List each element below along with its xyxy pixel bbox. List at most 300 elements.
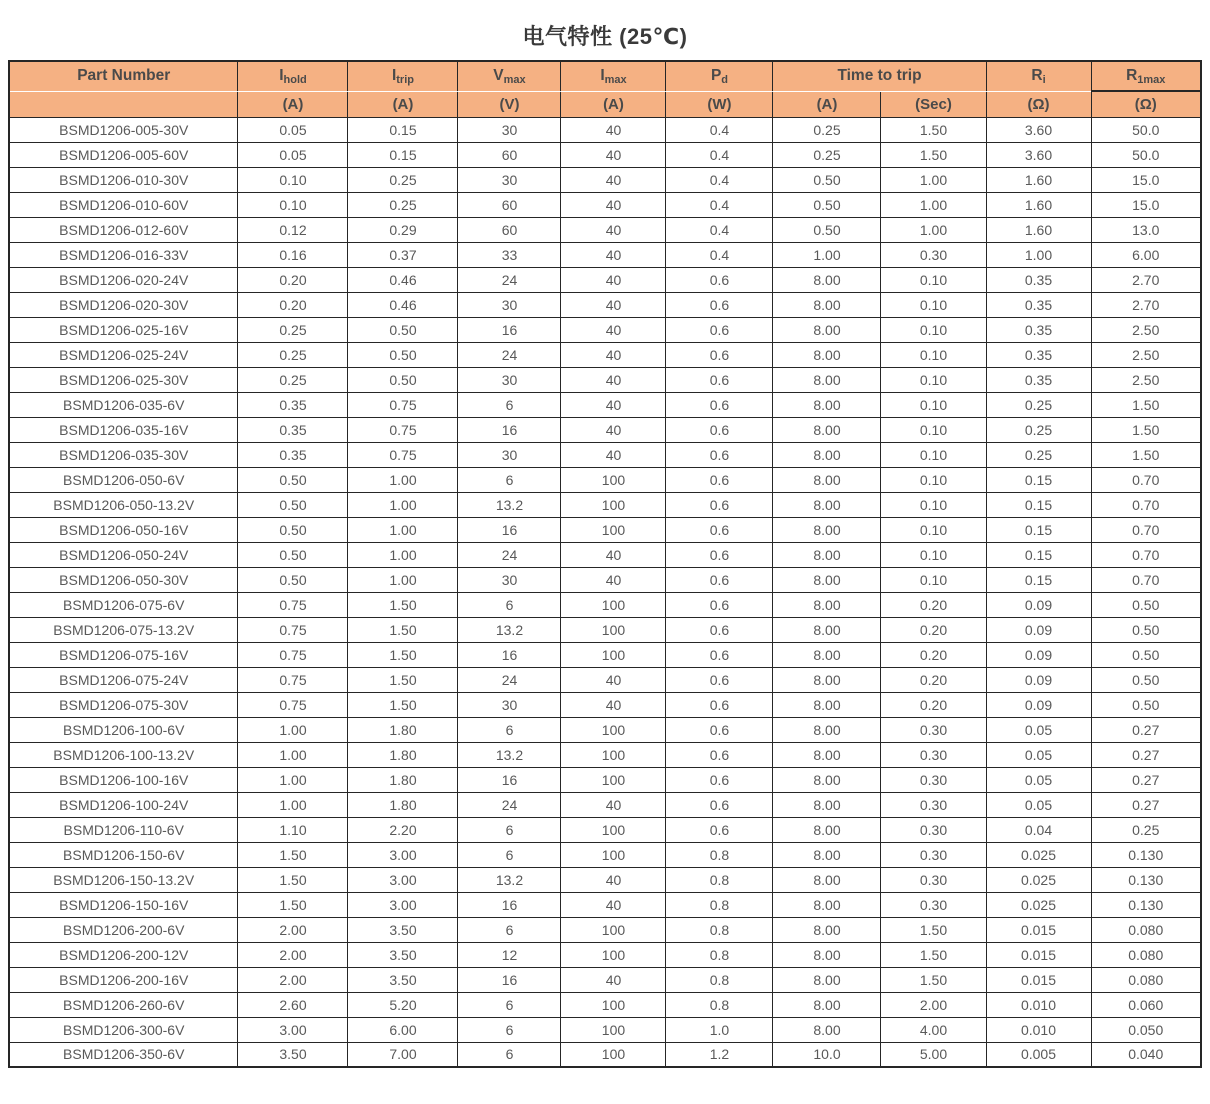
value-cell: 0.25 (773, 142, 881, 167)
value-cell: 0.25 (986, 442, 1091, 467)
value-cell: 1.00 (238, 742, 348, 767)
col-header-itrip: $I_{trip}$ (348, 61, 458, 91)
value-cell: 1.50 (881, 117, 986, 142)
value-cell: 8.00 (773, 292, 881, 317)
value-cell: 13.2 (458, 492, 561, 517)
table-row (9, 592, 1201, 617)
value-cell: 8.00 (773, 617, 881, 642)
value-cell: 0.8 (666, 942, 773, 967)
value-cell: 0.6 (666, 467, 773, 492)
value-cell: 2.70 (1091, 267, 1201, 292)
value-cell: 2.50 (1091, 317, 1201, 342)
value-cell: 0.70 (1091, 492, 1201, 517)
part-number-cell: BSMD1206-100-16V (9, 767, 238, 792)
value-cell: 30 (458, 367, 561, 392)
value-cell: 0.46 (348, 267, 458, 292)
value-cell: 30 (458, 117, 561, 142)
value-cell: 0.09 (986, 667, 1091, 692)
value-cell: 40 (561, 167, 666, 192)
value-cell: 0.6 (666, 567, 773, 592)
value-cell: 5.00 (881, 1042, 986, 1067)
value-cell: 0.10 (881, 267, 986, 292)
table-row (9, 742, 1201, 767)
value-cell: 1.00 (238, 767, 348, 792)
unit-pd: (W) (666, 91, 773, 117)
value-cell: 1.00 (881, 167, 986, 192)
value-cell: 0.25 (238, 317, 348, 342)
value-cell: 0.35 (238, 417, 348, 442)
value-cell: 40 (561, 692, 666, 717)
value-cell: 30 (458, 692, 561, 717)
value-cell: 0.6 (666, 292, 773, 317)
value-cell: 8.00 (773, 642, 881, 667)
col-header-r1max: $R_{1max}$ (1091, 61, 1201, 91)
value-cell: 0.15 (986, 542, 1091, 567)
table-row (9, 317, 1201, 342)
value-cell: 40 (561, 867, 666, 892)
value-cell: 0.6 (666, 267, 773, 292)
value-cell: 100 (561, 992, 666, 1017)
part-number-cell: BSMD1206-050-6V (9, 467, 238, 492)
value-cell: 0.09 (986, 642, 1091, 667)
value-cell: 8.00 (773, 417, 881, 442)
value-cell: 100 (561, 742, 666, 767)
unit-trip-current: (A) (773, 91, 881, 117)
value-cell: 6 (458, 817, 561, 842)
value-cell: 0.4 (666, 167, 773, 192)
value-cell: 100 (561, 917, 666, 942)
table-row (9, 242, 1201, 267)
table-row (9, 967, 1201, 992)
value-cell: 0.10 (881, 392, 986, 417)
table-row (9, 642, 1201, 667)
value-cell: 8.00 (773, 817, 881, 842)
table-row (9, 717, 1201, 742)
value-cell: 0.20 (881, 592, 986, 617)
value-cell: 0.15 (986, 517, 1091, 542)
value-cell: 8.00 (773, 592, 881, 617)
value-cell: 0.10 (881, 467, 986, 492)
value-cell: 1.00 (348, 517, 458, 542)
value-cell: 100 (561, 842, 666, 867)
value-cell: 0.75 (238, 592, 348, 617)
table-body (9, 117, 1201, 1067)
value-cell: 0.015 (986, 967, 1091, 992)
table-row (9, 792, 1201, 817)
table-row (9, 167, 1201, 192)
unit-trip-time: (Sec) (881, 91, 986, 117)
value-cell: 0.50 (773, 217, 881, 242)
value-cell: 0.70 (1091, 542, 1201, 567)
value-cell: 0.75 (348, 442, 458, 467)
value-cell: 1.60 (986, 217, 1091, 242)
value-cell: 0.50 (238, 492, 348, 517)
value-cell: 0.50 (348, 317, 458, 342)
value-cell: 1.00 (986, 242, 1091, 267)
col-header-pd: $P_d$ (666, 61, 773, 91)
value-cell: 8.00 (773, 1017, 881, 1042)
value-cell: 0.25 (986, 417, 1091, 442)
value-cell: 100 (561, 1017, 666, 1042)
value-cell: 0.6 (666, 617, 773, 642)
value-cell: 0.09 (986, 692, 1091, 717)
value-cell: 0.50 (1091, 592, 1201, 617)
value-cell: 12 (458, 942, 561, 967)
value-cell: 1.50 (881, 942, 986, 967)
value-cell: 0.15 (986, 467, 1091, 492)
value-cell: 0.25 (773, 117, 881, 142)
value-cell: 2.50 (1091, 342, 1201, 367)
part-number-cell: BSMD1206-075-30V (9, 692, 238, 717)
value-cell: 3.60 (986, 117, 1091, 142)
value-cell: 1.00 (348, 542, 458, 567)
value-cell: 2.20 (348, 817, 458, 842)
value-cell: 0.6 (666, 792, 773, 817)
value-cell: 1.50 (881, 142, 986, 167)
value-cell: 0.6 (666, 692, 773, 717)
value-cell: 8.00 (773, 942, 881, 967)
value-cell: 8.00 (773, 792, 881, 817)
value-cell: 1.60 (986, 192, 1091, 217)
value-cell: 40 (561, 342, 666, 367)
value-cell: 1.50 (348, 667, 458, 692)
table-row (9, 1017, 1201, 1042)
value-cell: 0.6 (666, 592, 773, 617)
value-cell: 1.80 (348, 767, 458, 792)
table-row (9, 767, 1201, 792)
value-cell: 1.80 (348, 792, 458, 817)
value-cell: 0.130 (1091, 867, 1201, 892)
col-header-imax: $I_{max}$ (561, 61, 666, 91)
header-row-units (9, 91, 1201, 117)
value-cell: 0.05 (986, 717, 1091, 742)
value-cell: 0.12 (238, 217, 348, 242)
value-cell: 16 (458, 767, 561, 792)
value-cell: 0.16 (238, 242, 348, 267)
value-cell: 0.35 (986, 317, 1091, 342)
value-cell: 40 (561, 667, 666, 692)
value-cell: 0.4 (666, 142, 773, 167)
table-row (9, 667, 1201, 692)
value-cell: 40 (561, 217, 666, 242)
value-cell: 1.50 (348, 617, 458, 642)
value-cell: 6.00 (348, 1017, 458, 1042)
value-cell: 0.50 (1091, 667, 1201, 692)
value-cell: 0.6 (666, 517, 773, 542)
value-cell: 0.8 (666, 892, 773, 917)
value-cell: 0.05 (986, 742, 1091, 767)
value-cell: 8.00 (773, 742, 881, 767)
table-row (9, 692, 1201, 717)
value-cell: 33 (458, 242, 561, 267)
value-cell: 0.75 (238, 667, 348, 692)
value-cell: 0.6 (666, 817, 773, 842)
value-cell: 1.00 (881, 217, 986, 242)
value-cell: 0.75 (238, 617, 348, 642)
value-cell: 0.8 (666, 992, 773, 1017)
value-cell: 40 (561, 267, 666, 292)
value-cell: 13.2 (458, 742, 561, 767)
part-number-cell: BSMD1206-035-16V (9, 417, 238, 442)
part-number-cell: BSMD1206-025-30V (9, 367, 238, 392)
value-cell: 0.50 (238, 467, 348, 492)
value-cell: 0.10 (881, 492, 986, 517)
value-cell: 0.10 (881, 542, 986, 567)
value-cell: 6 (458, 467, 561, 492)
table-row (9, 992, 1201, 1017)
value-cell: 16 (458, 317, 561, 342)
part-number-cell: BSMD1206-200-12V (9, 942, 238, 967)
col-header-vmax: $V_{max}$ (458, 61, 561, 91)
part-number-cell: BSMD1206-150-6V (9, 842, 238, 867)
value-cell: 0.10 (881, 417, 986, 442)
value-cell: 8.00 (773, 667, 881, 692)
value-cell: 13.2 (458, 617, 561, 642)
value-cell: 40 (561, 967, 666, 992)
value-cell: 0.25 (986, 392, 1091, 417)
unit-r1max: (Ω) (1091, 91, 1201, 117)
value-cell: 100 (561, 642, 666, 667)
value-cell: 30 (458, 292, 561, 317)
unit-vmax: (V) (458, 91, 561, 117)
value-cell: 0.20 (238, 267, 348, 292)
value-cell: 0.30 (881, 742, 986, 767)
value-cell: 40 (561, 892, 666, 917)
part-number-cell: BSMD1206-350-6V (9, 1042, 238, 1067)
value-cell: 1.50 (1091, 417, 1201, 442)
value-cell: 8.00 (773, 992, 881, 1017)
value-cell: 24 (458, 667, 561, 692)
part-number-cell: BSMD1206-050-16V (9, 517, 238, 542)
value-cell: 6 (458, 1017, 561, 1042)
value-cell: 60 (458, 142, 561, 167)
value-cell: 0.35 (986, 292, 1091, 317)
value-cell: 0.10 (881, 292, 986, 317)
value-cell: 8.00 (773, 367, 881, 392)
value-cell: 1.0 (666, 1017, 773, 1042)
value-cell: 8.00 (773, 267, 881, 292)
electrical-characteristics-table (8, 60, 1202, 1068)
value-cell: 0.040 (1091, 1042, 1201, 1067)
value-cell: 24 (458, 542, 561, 567)
part-number-cell: BSMD1206-010-60V (9, 192, 238, 217)
value-cell: 0.50 (348, 342, 458, 367)
value-cell: 0.25 (238, 342, 348, 367)
value-cell: 0.130 (1091, 892, 1201, 917)
value-cell: 13.0 (1091, 217, 1201, 242)
part-number-cell: BSMD1206-020-30V (9, 292, 238, 317)
value-cell: 0.8 (666, 967, 773, 992)
value-cell: 8.00 (773, 967, 881, 992)
part-number-cell: BSMD1206-200-16V (9, 967, 238, 992)
value-cell: 7.00 (348, 1042, 458, 1067)
table-row (9, 892, 1201, 917)
value-cell: 1.00 (348, 492, 458, 517)
table-row (9, 367, 1201, 392)
value-cell: 0.015 (986, 942, 1091, 967)
value-cell: 6 (458, 1042, 561, 1067)
value-cell: 1.50 (348, 592, 458, 617)
table-row (9, 617, 1201, 642)
table-row (9, 217, 1201, 242)
table-row (9, 267, 1201, 292)
value-cell: 0.30 (881, 242, 986, 267)
part-number-cell: BSMD1206-050-13.2V (9, 492, 238, 517)
value-cell: 1.50 (238, 842, 348, 867)
value-cell: 1.50 (881, 967, 986, 992)
value-cell: 0.6 (666, 317, 773, 342)
value-cell: 60 (458, 217, 561, 242)
value-cell: 6 (458, 992, 561, 1017)
part-number-cell: BSMD1206-300-6V (9, 1017, 238, 1042)
value-cell: 4.00 (881, 1017, 986, 1042)
value-cell: 0.27 (1091, 767, 1201, 792)
value-cell: 0.30 (881, 792, 986, 817)
value-cell: 40 (561, 142, 666, 167)
value-cell: 0.4 (666, 192, 773, 217)
part-number-cell: BSMD1206-260-6V (9, 992, 238, 1017)
value-cell: 0.6 (666, 367, 773, 392)
value-cell: 10.0 (773, 1042, 881, 1067)
value-cell: 0.75 (238, 692, 348, 717)
value-cell: 8.00 (773, 542, 881, 567)
value-cell: 0.10 (881, 367, 986, 392)
value-cell: 0.6 (666, 342, 773, 367)
table-row (9, 867, 1201, 892)
value-cell: 0.27 (1091, 792, 1201, 817)
part-number-cell: BSMD1206-100-13.2V (9, 742, 238, 767)
value-cell: 40 (561, 292, 666, 317)
unit-part-number (9, 91, 238, 117)
col-header-part-number: Part Number (9, 61, 238, 91)
part-number-cell: BSMD1206-100-6V (9, 717, 238, 742)
value-cell: 0.35 (986, 267, 1091, 292)
value-cell: 8.00 (773, 892, 881, 917)
value-cell: 0.75 (238, 642, 348, 667)
value-cell: 40 (561, 117, 666, 142)
value-cell: 3.00 (238, 1017, 348, 1042)
value-cell: 0.50 (238, 517, 348, 542)
value-cell: 16 (458, 642, 561, 667)
value-cell: 1.00 (238, 717, 348, 742)
value-cell: 40 (561, 567, 666, 592)
value-cell: 0.25 (238, 367, 348, 392)
part-number-cell: BSMD1206-200-6V (9, 917, 238, 942)
value-cell: 0.6 (666, 767, 773, 792)
header-row-names (9, 61, 1201, 91)
table-row (9, 917, 1201, 942)
part-number-cell: BSMD1206-035-30V (9, 442, 238, 467)
value-cell: 50.0 (1091, 117, 1201, 142)
value-cell: 0.25 (348, 167, 458, 192)
value-cell: 0.09 (986, 592, 1091, 617)
value-cell: 0.060 (1091, 992, 1201, 1017)
value-cell: 6 (458, 917, 561, 942)
value-cell: 8.00 (773, 717, 881, 742)
value-cell: 30 (458, 442, 561, 467)
part-number-cell: BSMD1206-110-6V (9, 817, 238, 842)
unit-imax: (A) (561, 91, 666, 117)
value-cell: 8.00 (773, 567, 881, 592)
value-cell: 1.50 (348, 692, 458, 717)
value-cell: 50.0 (1091, 142, 1201, 167)
value-cell: 5.20 (348, 992, 458, 1017)
part-number-cell: BSMD1206-050-30V (9, 567, 238, 592)
value-cell: 13.2 (458, 867, 561, 892)
value-cell: 0.6 (666, 667, 773, 692)
table-row (9, 567, 1201, 592)
value-cell: 0.080 (1091, 917, 1201, 942)
value-cell: 0.27 (1091, 742, 1201, 767)
value-cell: 0.6 (666, 542, 773, 567)
table-row (9, 442, 1201, 467)
value-cell: 0.70 (1091, 467, 1201, 492)
value-cell: 0.27 (1091, 717, 1201, 742)
value-cell: 3.50 (348, 967, 458, 992)
value-cell: 1.00 (238, 792, 348, 817)
value-cell: 0.10 (881, 442, 986, 467)
part-number-cell: BSMD1206-075-6V (9, 592, 238, 617)
unit-itrip: (A) (348, 91, 458, 117)
value-cell: 0.015 (986, 917, 1091, 942)
col-header-time-to-trip: Time to trip (773, 61, 986, 91)
value-cell: 2.00 (238, 967, 348, 992)
value-cell: 0.15 (986, 567, 1091, 592)
value-cell: 0.50 (238, 567, 348, 592)
value-cell: 40 (561, 392, 666, 417)
value-cell: 0.6 (666, 492, 773, 517)
part-number-cell: BSMD1206-005-60V (9, 142, 238, 167)
value-cell: 0.6 (666, 717, 773, 742)
value-cell: 0.010 (986, 992, 1091, 1017)
value-cell: 15.0 (1091, 167, 1201, 192)
value-cell: 100 (561, 592, 666, 617)
value-cell: 6.00 (1091, 242, 1201, 267)
page-title: 电气特性 (25℃) (522, 24, 688, 49)
unit-ri: (Ω) (986, 91, 1091, 117)
table-row (9, 417, 1201, 442)
value-cell: 8.00 (773, 517, 881, 542)
value-cell: 0.6 (666, 392, 773, 417)
value-cell: 0.4 (666, 242, 773, 267)
value-cell: 0.025 (986, 867, 1091, 892)
value-cell: 0.15 (348, 142, 458, 167)
part-number-cell: BSMD1206-025-24V (9, 342, 238, 367)
value-cell: 8.00 (773, 442, 881, 467)
value-cell: 8.00 (773, 492, 881, 517)
value-cell: 1.50 (238, 867, 348, 892)
value-cell: 6 (458, 842, 561, 867)
part-number-cell: BSMD1206-012-60V (9, 217, 238, 242)
value-cell: 3.00 (348, 867, 458, 892)
part-number-cell: BSMD1206-075-24V (9, 667, 238, 692)
value-cell: 24 (458, 792, 561, 817)
value-cell: 1.00 (348, 567, 458, 592)
value-cell: 2.50 (1091, 367, 1201, 392)
value-cell: 40 (561, 542, 666, 567)
value-cell: 0.050 (1091, 1017, 1201, 1042)
value-cell: 1.50 (1091, 392, 1201, 417)
value-cell: 0.20 (881, 667, 986, 692)
value-cell: 0.15 (986, 492, 1091, 517)
value-cell: 1.60 (986, 167, 1091, 192)
value-cell: 8.00 (773, 867, 881, 892)
value-cell: 0.75 (348, 417, 458, 442)
value-cell: 0.15 (348, 117, 458, 142)
value-cell: 0.6 (666, 642, 773, 667)
value-cell: 0.10 (238, 167, 348, 192)
table-row (9, 117, 1201, 142)
